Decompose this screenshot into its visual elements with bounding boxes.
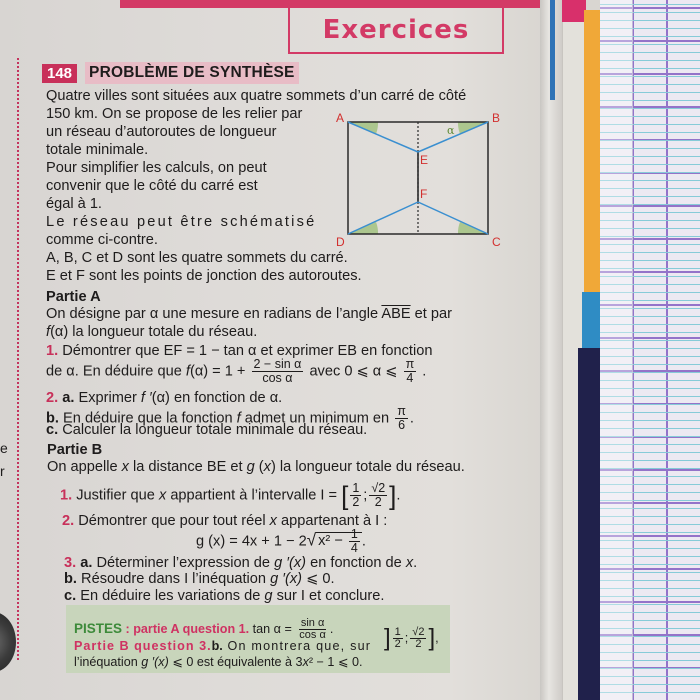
text: : (122, 621, 134, 636)
sub-label: a. (76, 555, 93, 571)
text: ⩽ 0 est équivalente à 3 (168, 655, 303, 669)
formula-text: g (x) = 4x + 1 − 2 (196, 533, 307, 550)
fraction (297, 618, 328, 641)
question-number: 3. (64, 555, 77, 571)
text: ) la longueur totale du réseau. (270, 459, 465, 475)
fraction (349, 528, 360, 555)
hint-reference: partie A question 1. (133, 621, 250, 636)
text: Déterminer l’expression de (92, 555, 275, 571)
text: Résoudre dans I l’inéquation (76, 571, 271, 587)
bracket-close: ] (428, 624, 436, 652)
fraction (393, 627, 403, 650)
text: la distance BE et (128, 459, 247, 475)
math-f: f (236, 410, 241, 427)
text: Justifier que (72, 487, 159, 504)
intro-line: convenir que le côté du carré est (46, 178, 258, 194)
question-number: 1. (60, 487, 73, 504)
denominator: 4 (406, 371, 414, 385)
math-g-prime: g ′(x) (141, 655, 169, 669)
exercise-number: 148 (42, 64, 77, 83)
numerator: √2 (371, 481, 386, 495)
road-CF (418, 202, 488, 234)
text: On appelle (47, 459, 122, 475)
math-f-prime: f ′ (140, 390, 152, 406)
cutoff-text: e (0, 440, 8, 456)
text: Exprimer (74, 390, 141, 406)
sub-label: c. (64, 588, 77, 604)
denominator: 4 (350, 541, 358, 555)
text: de α. En déduire que (46, 363, 186, 380)
fraction (404, 358, 417, 385)
pistes-row-3 (74, 655, 362, 669)
text: admet un minimum en (240, 410, 394, 427)
label-D: D (336, 235, 345, 249)
math-x: x (158, 487, 167, 504)
cutoff-text: r (0, 463, 5, 479)
math-f: f (46, 324, 51, 340)
numerator: √2 (412, 626, 425, 638)
text: . (396, 487, 401, 504)
text: , (435, 630, 439, 645)
fraction (350, 482, 361, 509)
text: tan α = (249, 621, 296, 636)
sub-label: c. (46, 422, 59, 438)
question-number: 1. (46, 343, 59, 359)
text: . (409, 410, 414, 427)
intro-line: un réseau d’autoroutes de longueur (46, 124, 277, 140)
exercise-title: PROBLÈME DE SYNTHÈSE (85, 62, 299, 84)
partB-heading: Partie B (47, 442, 103, 458)
intro-line: Le réseau peut être schématisé (46, 214, 317, 230)
text: l’inéquation (74, 655, 142, 669)
text: et par (410, 306, 452, 322)
partB-formula (196, 528, 366, 555)
text: ² − 1 ⩽ 0. (308, 655, 363, 669)
math-g-prime: g ′(x) (274, 555, 307, 571)
hint-reference: Partie B question 3. (74, 639, 212, 653)
numerator: sin α (300, 617, 325, 629)
plastic-sleeve (600, 0, 633, 700)
bracket-open: [ (341, 480, 349, 511)
pistes-interval: ] $\frac{1}{2}$ ; $\frac{√2}{2}$ ], (384, 624, 439, 652)
intro-line: Pour simplifier les calculs, on peut (46, 160, 267, 176)
sub-label: b. (64, 571, 77, 587)
partA-q1-line2 (46, 358, 426, 385)
blue-stripe (550, 0, 555, 100)
bracket-open: ] (384, 624, 391, 652)
angle-ABE: $\overline{ABE}$ (381, 306, 411, 322)
partA-intro-line (46, 324, 257, 342)
partB-intro (47, 459, 465, 477)
math-g-prime: g ′(x) (270, 571, 303, 587)
sqrt-body (316, 527, 362, 555)
fraction (369, 482, 387, 509)
text: sur I et conclure. (272, 588, 385, 604)
intro-line: 150 km. On se propose de les relier par (46, 106, 303, 122)
label-A: A (336, 111, 345, 125)
math-x: x (405, 555, 414, 571)
margin-dotted-line (17, 58, 19, 660)
denominator: 2 (374, 495, 382, 509)
pistes-row-1 (74, 618, 333, 641)
navy-cover (578, 348, 600, 700)
pink-tab (562, 0, 586, 22)
page-edge (540, 0, 562, 700)
sqrt-symbol: √ (306, 530, 317, 550)
math-g: g (264, 588, 273, 604)
label-C: C (492, 235, 501, 249)
text: en fonction de (306, 555, 406, 571)
text: Calculer la longueur totale minimale du réseau. (58, 422, 368, 438)
square-network-diagram (330, 110, 510, 250)
text: Démontrer que EF = 1 − tan α et exprimer EB en fonction (58, 343, 433, 359)
text: . (361, 533, 366, 550)
intro-line: E et F sont les points de jonction des autoroutes. (46, 268, 362, 284)
partB-q3b (64, 571, 335, 589)
text: On montrera que, sur (222, 639, 372, 653)
partA-intro-line (46, 306, 452, 324)
numerator: 1 (350, 527, 358, 541)
bracket-close: ] (389, 480, 397, 511)
intro-line: égal à 1. (46, 196, 102, 212)
text: . (418, 363, 427, 380)
alpha-label: α (447, 124, 455, 137)
partB-q1: 1. Justifier que x appartient à l’intervalle I = [ $\frac{1}{2}$ ; $\frac{√2}{2}$ ]. (60, 480, 401, 511)
text: (α) = 1 + (189, 363, 250, 380)
denominator: 2 (415, 638, 422, 650)
intro-line: totale minimale. (46, 142, 149, 158)
text: avec 0 ⩽ α ⩽ (305, 363, 402, 380)
label-E: E (420, 153, 429, 167)
numerator: π (397, 404, 406, 418)
partA-heading: Partie A (46, 289, 101, 305)
denominator: 6 (398, 418, 406, 432)
text: appartenant à I : (276, 513, 388, 529)
text: En déduire que la fonction (58, 410, 237, 427)
numerator: 2 − sin α (253, 357, 302, 371)
text: (α) en fonction de α. (151, 390, 283, 406)
partA-q2c (46, 422, 367, 440)
intro-line: comme ci-contre. (46, 232, 158, 248)
road-DF (348, 202, 418, 234)
math-x: x (121, 459, 129, 475)
math-x: x (269, 513, 277, 529)
text: On désigne par α une mesure en radians de l’angle (46, 306, 382, 322)
math-g: g (246, 459, 255, 475)
question-number: 2. (62, 513, 75, 529)
formula-text: x² − (318, 533, 347, 550)
numerator: 1 (352, 481, 360, 495)
text: appartient à l’intervalle I = (166, 487, 342, 504)
label-B: B (492, 111, 501, 125)
pistes-row-2 (74, 639, 371, 653)
fraction (395, 405, 408, 432)
denominator: cos α (299, 629, 326, 641)
sub-label: b. (211, 639, 223, 653)
math-x: x (263, 459, 271, 475)
partB-q3c (64, 588, 384, 606)
text: ( (254, 459, 264, 475)
denominator: 2 (394, 638, 401, 650)
exercise-heading (42, 62, 299, 84)
numerator: π (405, 357, 415, 371)
cutoff-photo (0, 612, 16, 672)
text: En déduire les variations de (76, 588, 265, 604)
text: (α) la longueur totale du réseau. (50, 324, 258, 340)
denominator: 2 (352, 495, 360, 509)
text: . (413, 555, 418, 571)
partB-q3a (64, 555, 417, 573)
text: . (329, 621, 334, 636)
question-number: 2. (46, 390, 59, 406)
intro-line: A, B, C et D sont les quatre sommets du carré. (46, 250, 348, 266)
denominator: cos α (262, 371, 293, 385)
text: ⩽ 0. (302, 571, 335, 587)
pistes-hint-box (66, 605, 450, 673)
road-AE (348, 122, 418, 152)
label-F: F (420, 187, 428, 201)
fraction (252, 358, 304, 385)
intro-line: Quatre villes sont situées aux quatre sommets d’un carré de côté (46, 88, 467, 104)
fraction (410, 627, 426, 650)
pistes-label: PISTES (74, 620, 123, 636)
sub-label: a. (58, 390, 75, 406)
section-header-box (288, 2, 504, 54)
numerator: 1 (394, 626, 401, 638)
text: Démontrer que pour tout réel (74, 513, 270, 529)
sub-label: b. (46, 410, 59, 427)
section-label: Exercices (322, 15, 470, 45)
math-f: f (185, 363, 190, 380)
math-x: x (302, 655, 309, 669)
